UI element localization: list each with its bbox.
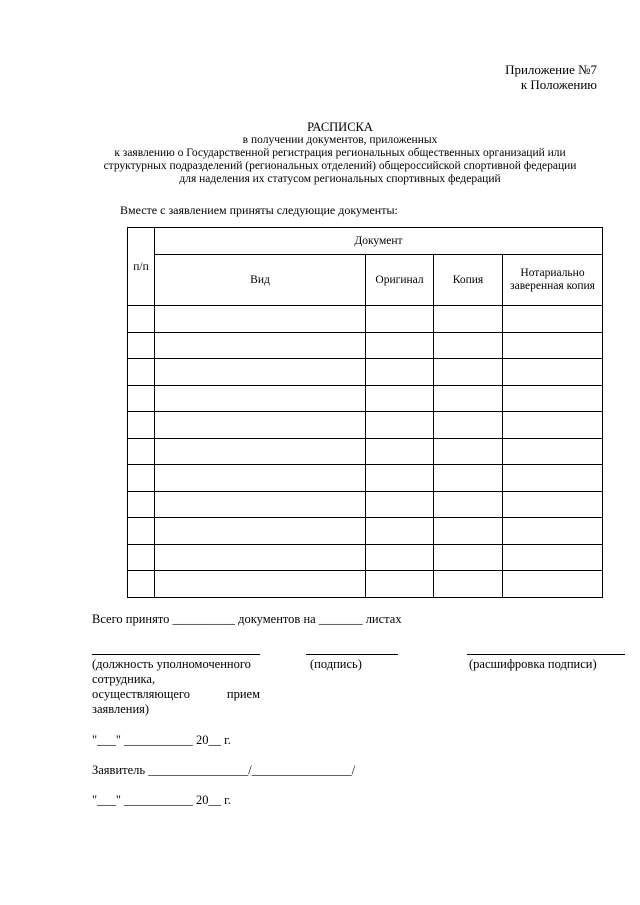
table-row <box>128 518 603 545</box>
table-row <box>128 544 603 571</box>
signature-label: (подпись) <box>310 657 362 671</box>
heading-line-1: в получении документов, приложенных <box>242 134 438 146</box>
position-label-line-3a: осуществляющего <box>92 687 190 701</box>
total-accepted-line[interactable]: Всего принято __________ документов на _______ листах <box>92 612 402 626</box>
document-heading <box>60 120 620 186</box>
position-label-line-3b: прием <box>226 687 260 701</box>
table-row <box>128 491 603 518</box>
position-label-line-1: (должность уполномоченного <box>92 657 251 671</box>
heading-line-3: структурных подразделений (региональных отделений) общероссийской спортивной федерации <box>103 160 577 172</box>
column-copy-header: Копия <box>434 255 503 306</box>
table-row <box>128 571 603 598</box>
table-row <box>128 438 603 465</box>
appendix-reference <box>505 62 597 92</box>
documents-table <box>127 227 603 598</box>
page-title: РАСПИСКА <box>307 120 373 134</box>
column-notarized-header: Нотариально заверенная копия <box>503 255 603 306</box>
appendix-regulation: к Положению <box>520 77 597 92</box>
heading-line-4: для наделения их статусом региональных спортивных федераций <box>179 173 501 185</box>
heading-line-2: к заявлению о Государственной регистрация региональных общественных организаций или <box>114 147 566 159</box>
table-row <box>128 385 603 412</box>
column-number-header: п/п <box>128 228 155 306</box>
column-original-header: Оригинал <box>366 255 434 306</box>
decoding-label: (расшифровка подписи) <box>469 657 597 671</box>
intro-text: Вместе с заявлением приняты следующие документы: <box>120 203 398 217</box>
table-row <box>128 465 603 492</box>
table-row <box>128 306 603 333</box>
table-row <box>128 412 603 439</box>
date-line-2[interactable]: "___" ___________ 20__ г. <box>92 793 231 807</box>
position-label-line-4: заявления) <box>92 702 150 716</box>
date-line-1[interactable]: "___" ___________ 20__ г. <box>92 733 231 747</box>
column-type-header: Вид <box>155 255 366 306</box>
position-label <box>92 657 260 717</box>
table-row <box>128 359 603 386</box>
column-group-document: Документ <box>155 228 603 255</box>
decoding-signature-line[interactable] <box>467 654 625 655</box>
position-signature-line[interactable] <box>92 654 260 655</box>
table-row <box>128 332 603 359</box>
signature-line[interactable] <box>306 654 398 655</box>
applicant-line[interactable]: Заявитель ________________/________________/ <box>92 763 356 777</box>
position-label-line-2: сотрудника, <box>92 672 156 686</box>
appendix-number: Приложение №7 <box>505 62 597 77</box>
